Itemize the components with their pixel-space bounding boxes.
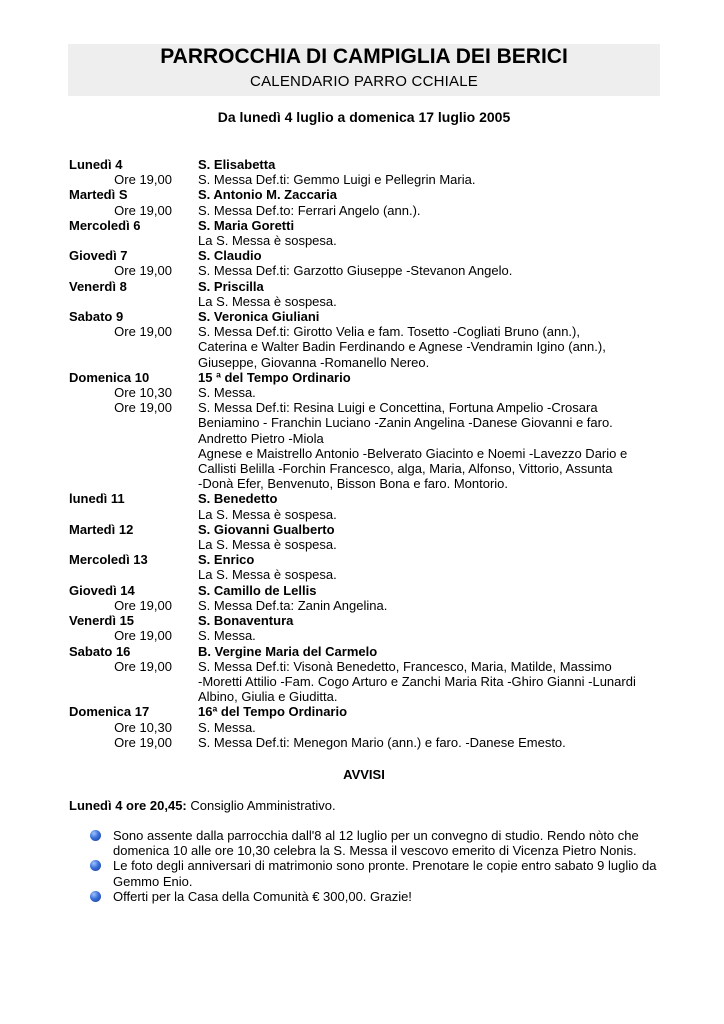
notice-list <box>90 828 670 904</box>
notice-item <box>90 858 670 888</box>
empty-cell <box>69 567 198 582</box>
calendar-row <box>69 324 669 339</box>
mass-detail: S. Messa Def.ti: Gemmo Luigi e Pellegrin Maria. <box>198 172 476 188</box>
saint-name: S. Elisabetta <box>198 157 276 172</box>
empty-cell <box>69 339 198 354</box>
time-label: Ore 10,30 <box>114 719 172 735</box>
calendar-row <box>69 248 669 263</box>
calendar-period: Da lunedì 4 luglio a domenica 17 luglio 2005 <box>217 109 511 125</box>
calendar-row <box>69 400 669 415</box>
empty-cell <box>69 431 198 446</box>
day-label: Giovedì 14 <box>69 582 135 598</box>
calendar-row <box>69 567 669 582</box>
notice-text: Sono assente dalla parrocchia dall'8 al 12 luglio per un convegno di studio. Rendo nòto che domenica 10 alle ore 10,30 celebra la S. Messa il vescovo emerito di Vicenza Pietro Nonis. <box>113 828 639 859</box>
empty-cell <box>69 507 198 522</box>
meeting-notice <box>69 798 336 813</box>
calendar-row <box>69 507 669 522</box>
mass-detail: La S. Messa è sospesa. <box>198 537 337 553</box>
calendar-row <box>69 461 669 476</box>
time-label: Ore 19,00 <box>114 263 172 279</box>
saint-name: S. Giovanni Gualberto <box>198 521 335 537</box>
day-label: Domenica 17 <box>69 704 150 720</box>
empty-cell <box>69 355 198 370</box>
avvisi-heading: AVVISI <box>343 767 385 782</box>
mass-detail: S. Messa Def.ti: Girotto Velia e fam. Tosetto -Cogliati Bruno (ann.), <box>198 324 580 340</box>
time-label: Ore 19,00 <box>114 202 172 218</box>
time-label: Ore 19,00 <box>114 597 172 613</box>
calendar-row <box>69 659 669 674</box>
mass-detail: Callisti Belilla -Forchin Francesco, alga, Maria, Alfonso, Vittorio, Assunta <box>198 461 613 477</box>
empty-cell <box>69 446 198 461</box>
bullet-icon <box>90 830 101 841</box>
mass-detail: S. Messa. <box>198 385 256 401</box>
calendar-row <box>69 537 669 552</box>
calendar-row <box>69 187 669 202</box>
calendar-row <box>69 735 669 750</box>
time-label: Ore 19,00 <box>114 628 172 644</box>
mass-detail: Caterina e Walter Badin Ferdinando e Agnese -Vendramin Igino (ann.), <box>198 339 606 355</box>
calendar-row <box>69 263 669 278</box>
calendar-row <box>69 628 669 643</box>
mass-detail: La S. Messa è sospesa. <box>198 293 337 309</box>
notice-item <box>90 828 670 858</box>
day-label: Martedì 12 <box>69 521 134 537</box>
day-label: lunedì 11 <box>69 491 125 507</box>
day-label: Sabato 9 <box>69 309 124 325</box>
page-title: PARROCCHIA DI CAMPIGLIA DEI BERICI <box>160 45 568 68</box>
mass-detail: -Moretti Attilio -Fam. Cogo Arturo e Zanchi Maria Rita -Ghiro Gianni -Lunardi <box>198 673 636 689</box>
empty-cell <box>69 233 198 248</box>
empty-cell <box>69 476 198 491</box>
calendar-row <box>69 355 669 370</box>
calendar-row <box>69 370 669 385</box>
bullet-icon <box>90 891 101 902</box>
calendar-row <box>69 522 669 537</box>
mass-detail: La S. Messa è sospesa. <box>198 567 337 583</box>
notice-item <box>90 889 670 904</box>
mass-detail: S. Messa Def.ti: Visonà Benedetto, Francesco, Maria, Matilde, Massimo <box>198 658 612 674</box>
calendar-row <box>69 689 669 704</box>
mass-detail: La S. Messa è sospesa. <box>198 233 337 249</box>
calendar-row <box>69 172 669 187</box>
empty-cell <box>69 415 198 430</box>
bullet-icon <box>90 860 101 871</box>
calendar-row <box>69 157 669 172</box>
day-label: Giovedì 7 <box>69 248 128 264</box>
mass-detail: La S. Messa è sospesa. <box>198 506 337 522</box>
calendar-row <box>69 218 669 233</box>
mass-detail: Beniamino - Franchin Luciano -Zanin Angelina -Danese Giovanni e faro. <box>198 415 613 431</box>
calendar-row <box>69 279 669 294</box>
calendar-row <box>69 583 669 598</box>
saint-name: S. Enrico <box>198 552 255 568</box>
saint-name: S. Maria Goretti <box>198 217 295 233</box>
mass-detail: Giuseppe, Giovanna -Romanello Nereo. <box>198 354 430 370</box>
saint-name: S. Priscilla <box>198 278 264 294</box>
calendar-row <box>69 674 669 689</box>
mass-detail: S. Messa. <box>198 719 256 735</box>
mass-detail: S. Messa Def.to: Ferrari Angelo (ann.). <box>198 202 421 218</box>
calendar-row <box>69 598 669 613</box>
day-label: Mercoledì 6 <box>69 217 141 233</box>
day-label: Mercoledì 13 <box>69 552 148 568</box>
page-header <box>68 44 660 96</box>
calendar-row <box>69 233 669 248</box>
time-label: Ore 19,00 <box>114 172 172 188</box>
mass-detail: Albino, Giulia e Giuditta. <box>198 689 338 705</box>
calendar-row <box>69 704 669 719</box>
calendar-row <box>69 385 669 400</box>
calendar-row <box>69 309 669 324</box>
calendar-row <box>69 720 669 735</box>
calendar-row <box>69 476 669 491</box>
calendar-row <box>69 446 669 461</box>
saint-name: S. Camillo de Lellis <box>198 582 317 598</box>
mass-detail: S. Messa Def.ta: Zanin Angelina. <box>198 597 388 613</box>
saint-name: 15 ª del Tempo Ordinario <box>198 369 351 385</box>
calendar-row <box>69 294 669 309</box>
calendar-row <box>69 339 669 354</box>
saint-name: S. Veronica Giuliani <box>198 309 320 325</box>
calendar-row <box>69 552 669 567</box>
day-label: Venerdì 8 <box>69 278 127 294</box>
saint-name: S. Benedetto <box>198 491 278 507</box>
saint-name: 16ª del Tempo Ordinario <box>198 704 348 720</box>
empty-cell <box>69 689 198 704</box>
mass-detail: S. Messa Def.ti: Resina Luigi e Concettina, Fortuna Ampelio -Crosara <box>198 400 598 416</box>
day-label: Martedì S <box>69 187 128 203</box>
mass-detail: -Donà Efer, Benvenuto, Bisson Bona e faro. Montorio. <box>198 476 509 492</box>
day-label: Venerdì 15 <box>69 613 135 629</box>
time-label: Ore 19,00 <box>114 324 172 340</box>
calendar-row <box>69 431 669 446</box>
time-label: Ore 19,00 <box>114 734 172 750</box>
saint-name: B. Vergine Maria del Carmelo <box>198 643 378 659</box>
calendar-row <box>69 415 669 430</box>
saint-name: S. Antonio M. Zaccaria <box>198 187 337 203</box>
mass-detail: S. Messa Def.ti: Menegon Mario (ann.) e faro. -Danese Emesto. <box>198 734 566 750</box>
mass-detail: S. Messa. <box>198 628 256 644</box>
saint-name: S. Bonaventura <box>198 613 294 629</box>
day-label: Sabato 16 <box>69 643 131 659</box>
notice-text: Offerti per la Casa della Comunità € 300,00. Grazie! <box>113 888 412 904</box>
calendar-list <box>69 157 669 750</box>
calendar-row <box>69 203 669 218</box>
calendar-row <box>69 491 669 506</box>
empty-cell <box>69 461 198 476</box>
mass-detail: Agnese e Maistrello Antonio -Belverato Giacinto e Noemi -Lavezzo Dario e <box>198 445 628 461</box>
notice-text: Le foto degli anniversari di matrimonio sono pronte. Prenotare le copie entro sabato 9 luglio da Gemmo Enio. <box>113 858 657 889</box>
calendar-row <box>69 644 669 659</box>
day-label: Lunedì 4 <box>69 157 123 172</box>
day-label: Domenica 10 <box>69 369 150 385</box>
page-subtitle: CALENDARIO PARRO CCHIALE <box>250 73 478 90</box>
empty-cell <box>69 537 198 552</box>
empty-cell <box>69 294 198 309</box>
meeting-description: Consiglio Amministrativo. <box>186 798 336 813</box>
empty-cell <box>69 674 198 689</box>
saint-name: S. Claudio <box>198 248 262 264</box>
meeting-date: Lunedì 4 ore 20,45: <box>69 798 187 813</box>
time-label: Ore 19,00 <box>114 658 172 674</box>
time-label: Ore 19,00 <box>114 400 172 416</box>
mass-detail: Andretto Pietro -Miola <box>198 430 324 446</box>
mass-detail: S. Messa Def.ti: Garzotto Giuseppe -Stevanon Angelo. <box>198 263 513 279</box>
calendar-row <box>69 613 669 628</box>
time-label: Ore 10,30 <box>114 385 172 401</box>
